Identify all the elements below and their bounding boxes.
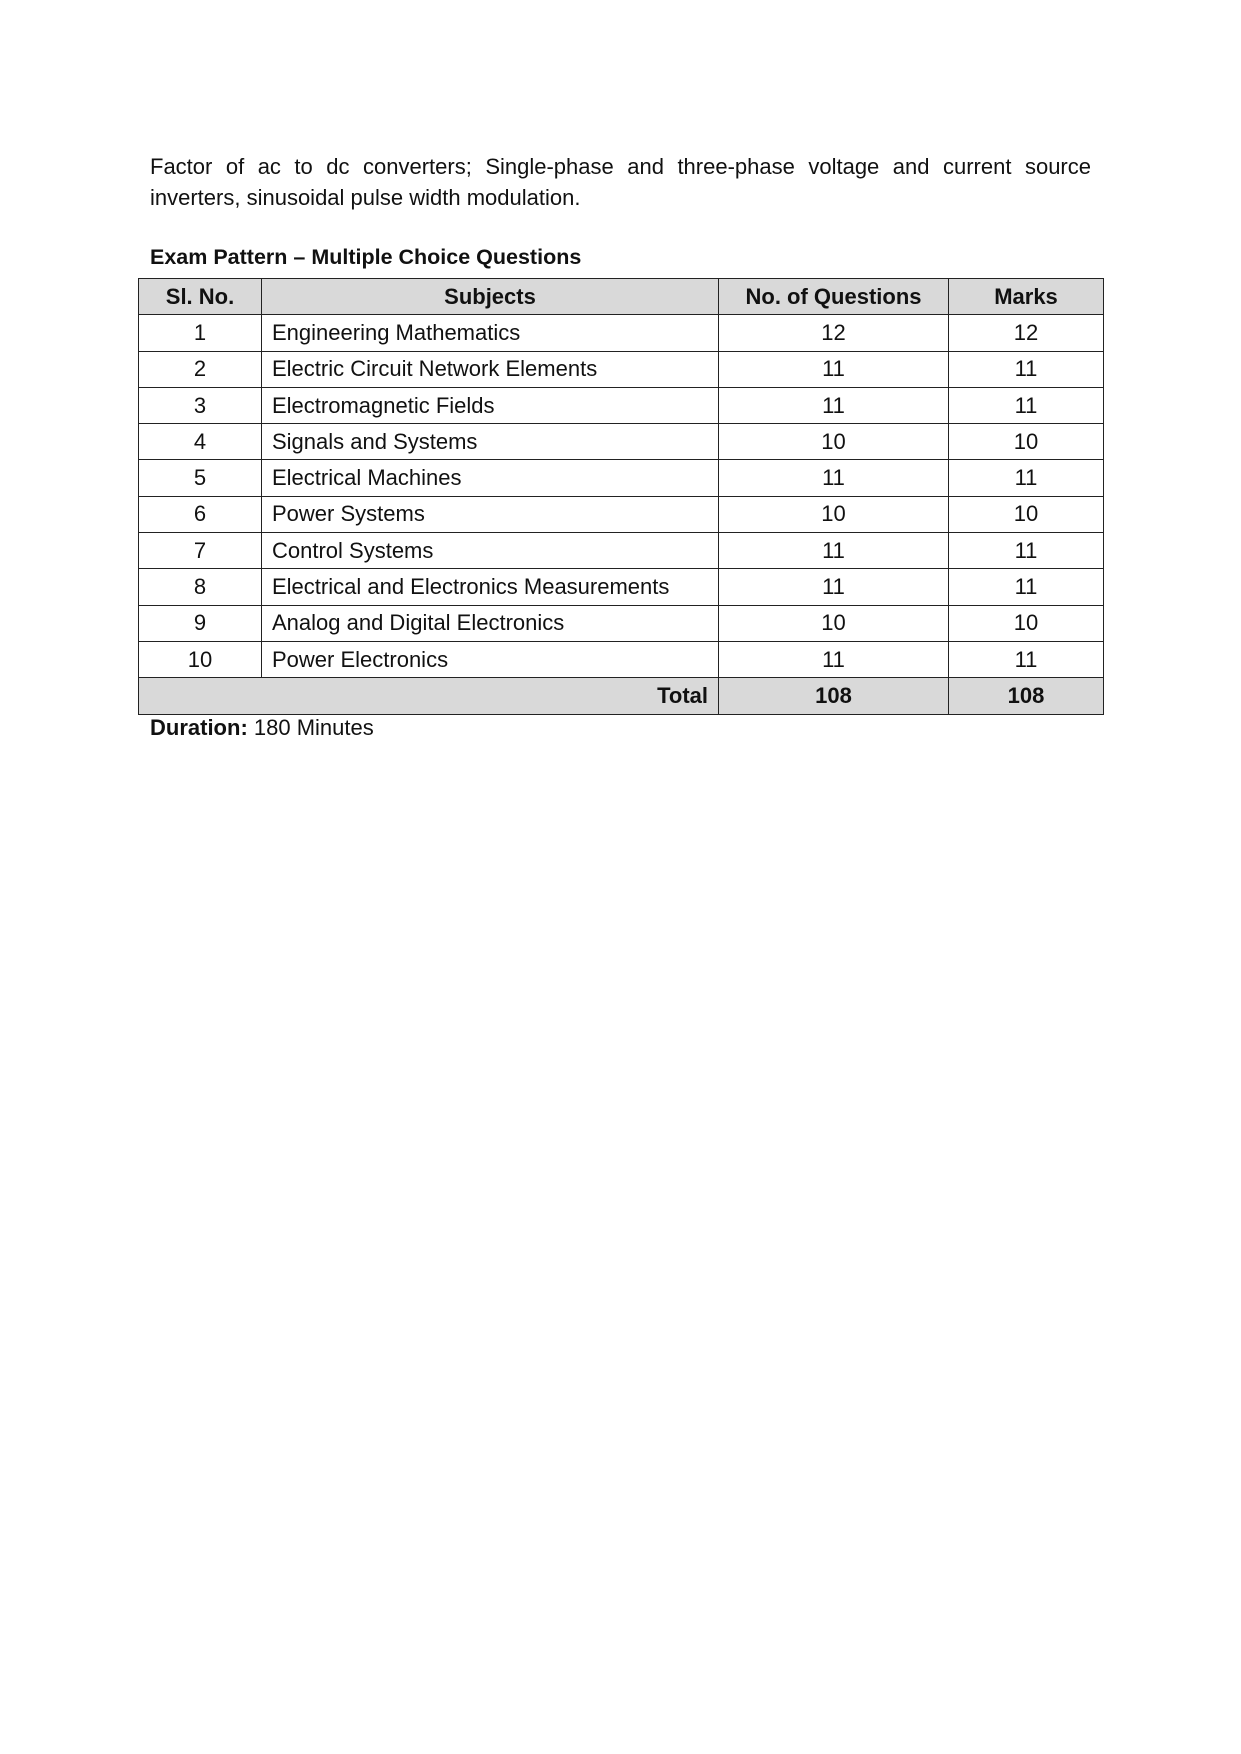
- header-subjects: Subjects: [262, 279, 719, 315]
- cell-sl-no: 5: [139, 460, 262, 496]
- cell-marks: 12: [949, 315, 1104, 351]
- table-row: [139, 641, 1104, 677]
- section-heading: Exam Pattern – Multiple Choice Questions: [150, 245, 582, 269]
- cell-marks: 11: [949, 387, 1104, 423]
- exam-pattern-table: [138, 278, 1104, 715]
- header-sl-no: Sl. No.: [139, 279, 262, 315]
- cell-questions: 11: [719, 641, 949, 677]
- cell-questions: 10: [719, 496, 949, 532]
- cell-sl-no: 4: [139, 424, 262, 460]
- cell-marks: 10: [949, 424, 1104, 460]
- cell-subject: Control Systems: [262, 533, 719, 569]
- header-questions: No. of Questions: [719, 279, 949, 315]
- table-row: [139, 460, 1104, 496]
- cell-sl-no: 7: [139, 533, 262, 569]
- cell-sl-no: 6: [139, 496, 262, 532]
- cell-subject: Analog and Digital Electronics: [262, 605, 719, 641]
- header-marks: Marks: [949, 279, 1104, 315]
- table-row: [139, 496, 1104, 532]
- cell-questions: 10: [719, 424, 949, 460]
- intro-line-2: inverters, sinusoidal pulse width modulation.: [150, 185, 581, 210]
- cell-marks: 10: [949, 496, 1104, 532]
- cell-subject: Electromagnetic Fields: [262, 387, 719, 423]
- duration-line: [150, 713, 374, 743]
- intro-paragraph: [150, 151, 1091, 213]
- cell-marks: 10: [949, 605, 1104, 641]
- cell-subject: Power Systems: [262, 496, 719, 532]
- table-row: [139, 605, 1104, 641]
- cell-questions: 11: [719, 533, 949, 569]
- total-questions: 108: [719, 678, 949, 714]
- table-row: [139, 424, 1104, 460]
- cell-sl-no: 9: [139, 605, 262, 641]
- cell-marks: 11: [949, 351, 1104, 387]
- cell-subject: Power Electronics: [262, 641, 719, 677]
- cell-marks: 11: [949, 641, 1104, 677]
- cell-subject: Electric Circuit Network Elements: [262, 351, 719, 387]
- cell-sl-no: 1: [139, 315, 262, 351]
- table-total-row: [139, 678, 1104, 714]
- table-row: [139, 351, 1104, 387]
- cell-questions: 10: [719, 605, 949, 641]
- cell-marks: 11: [949, 569, 1104, 605]
- cell-questions: 11: [719, 569, 949, 605]
- cell-sl-no: 3: [139, 387, 262, 423]
- duration-label: Duration:: [150, 715, 248, 740]
- table-row: [139, 533, 1104, 569]
- cell-questions: 11: [719, 351, 949, 387]
- table-row: [139, 569, 1104, 605]
- cell-marks: 11: [949, 460, 1104, 496]
- cell-subject: Engineering Mathematics: [262, 315, 719, 351]
- cell-subject: Signals and Systems: [262, 424, 719, 460]
- cell-sl-no: 10: [139, 641, 262, 677]
- cell-sl-no: 2: [139, 351, 262, 387]
- table-row: [139, 387, 1104, 423]
- duration-value: 180 Minutes: [253, 715, 374, 740]
- cell-subject: Electrical Machines: [262, 460, 719, 496]
- cell-marks: 11: [949, 533, 1104, 569]
- cell-sl-no: 8: [139, 569, 262, 605]
- intro-line-1: Factor of ac to dc converters; Single-phase and three-phase voltage and current source: [150, 154, 1091, 179]
- cell-questions: 11: [719, 387, 949, 423]
- cell-subject: Electrical and Electronics Measurements: [262, 569, 719, 605]
- total-marks: 108: [949, 678, 1104, 714]
- cell-questions: 11: [719, 460, 949, 496]
- total-label: Total: [139, 678, 719, 714]
- table-row: [139, 315, 1104, 351]
- table-header-row: [139, 279, 1104, 315]
- cell-questions: 12: [719, 315, 949, 351]
